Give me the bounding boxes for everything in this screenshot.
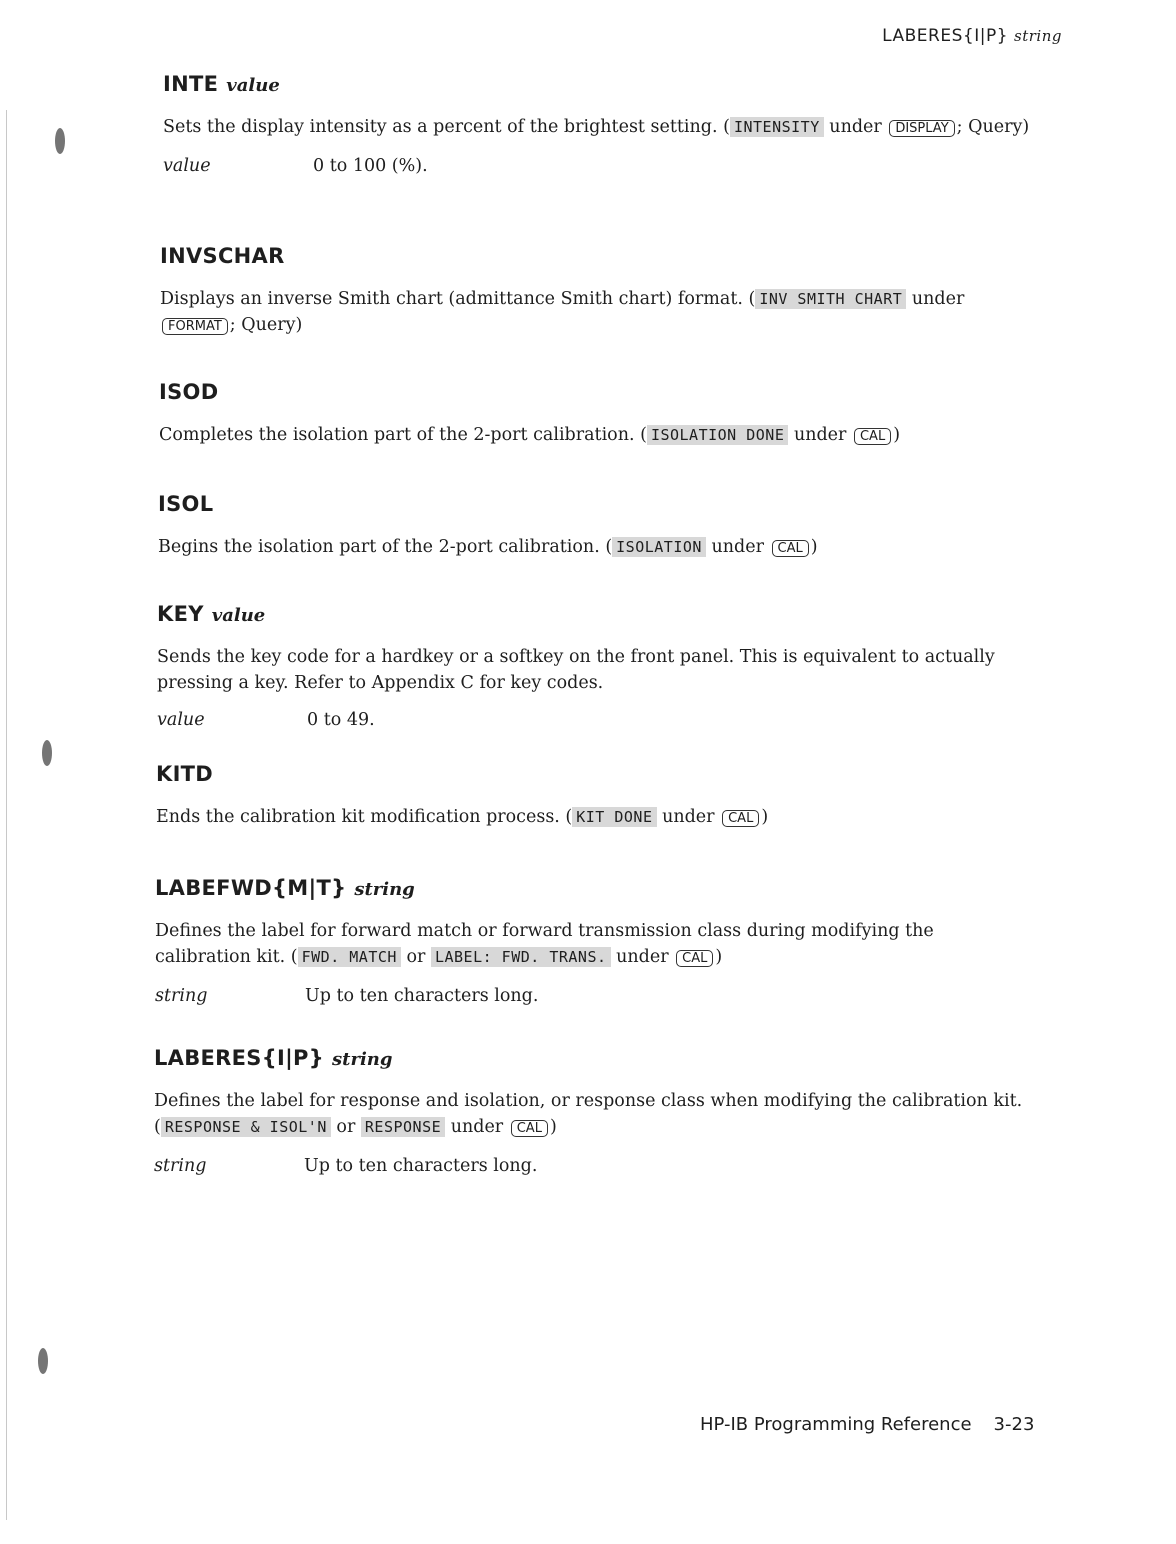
command-name <box>159 380 1176 404</box>
description-text: Defines the label for forward match or forward transmission class during modifying the calibration kit. ( <box>155 921 934 967</box>
command-description <box>157 644 1037 696</box>
description-text: under <box>610 947 675 967</box>
command-argument: string <box>332 1049 393 1070</box>
command-description <box>154 1088 1034 1142</box>
command-description <box>155 918 1035 972</box>
description-text: under <box>705 537 770 557</box>
command-name <box>155 876 1176 900</box>
description-text: Begins the isolation part of the 2-port calibration. ( <box>158 537 613 557</box>
hardkey-label: CAL <box>854 428 891 445</box>
parameter-row <box>155 986 1176 1006</box>
softkey-label: INV SMITH CHART <box>755 289 906 309</box>
command-mnemonic: KITD <box>156 762 214 786</box>
softkey-label: KIT DONE <box>572 807 656 827</box>
command-mnemonic: ISOL <box>158 492 214 516</box>
softkey-label: FWD. MATCH <box>298 947 401 967</box>
description-text: under <box>906 289 965 309</box>
parameter-name: string <box>154 1156 207 1176</box>
command-description <box>160 286 1040 340</box>
command-description <box>159 422 1039 450</box>
command-mnemonic: INVSCHAR <box>160 244 285 268</box>
parameter-name: value <box>163 156 211 176</box>
command-name <box>160 244 1176 268</box>
page-footer <box>700 1414 1034 1435</box>
description-text: ) <box>893 425 901 445</box>
description-text: or <box>330 1117 361 1137</box>
running-head-command: LABERES{I|P} <box>882 26 1009 46</box>
hardkey-label: FORMAT <box>162 318 228 335</box>
command-mnemonic: KEY <box>157 602 204 626</box>
parameter-range: 0 to 49. <box>307 710 375 730</box>
command-name <box>154 1046 1176 1070</box>
description-text: ) <box>810 537 818 557</box>
description-text: ) <box>761 807 769 827</box>
command-entry <box>0 244 1176 340</box>
parameter-name: value <box>157 710 205 730</box>
command-entry <box>0 602 1176 730</box>
softkey-label: RESPONSE & ISOL'N <box>161 1117 331 1137</box>
command-entry <box>0 762 1176 832</box>
command-mnemonic: LABERES{I|P} <box>154 1046 325 1070</box>
parameter-name: string <box>155 986 208 1006</box>
command-argument: value <box>226 75 280 96</box>
hardkey-label: CAL <box>511 1120 548 1137</box>
command-name <box>157 602 1176 626</box>
description-text: Displays an inverse Smith chart (admittance Smith chart) format. ( <box>160 289 756 309</box>
footer-title: HP-IB Programming Reference <box>700 1414 972 1435</box>
description-text: ) <box>549 1117 557 1137</box>
hardkey-label: CAL <box>772 540 809 557</box>
description-text: under <box>823 117 888 137</box>
description-text: ; Query) <box>229 315 303 335</box>
description-text: under <box>788 425 852 445</box>
running-head-arg: string <box>1014 27 1062 45</box>
command-mnemonic: ISOD <box>159 380 219 404</box>
softkey-label: LABEL: FWD. TRANS. <box>431 947 611 967</box>
parameter-row <box>157 710 1176 730</box>
command-entry <box>0 1046 1176 1176</box>
running-head <box>882 26 1062 46</box>
command-entry <box>0 72 1176 176</box>
command-name <box>163 72 1176 96</box>
description-text: under <box>656 807 721 827</box>
parameter-range: 0 to 100 (%). <box>313 156 428 176</box>
description-text: Completes the isolation part of the 2-port calibration. ( <box>159 425 647 445</box>
description-text: or <box>400 947 431 967</box>
parameter-range: Up to ten characters long. <box>304 1156 538 1176</box>
hardkey-label: DISPLAY <box>889 120 954 137</box>
parameter-row <box>154 1156 1176 1176</box>
command-entry <box>0 492 1176 562</box>
softkey-label: ISOLATION DONE <box>647 425 788 445</box>
binder-hole-mark <box>38 1348 48 1374</box>
hardkey-label: CAL <box>722 810 759 827</box>
description-text: Defines the label for response and isolation, or response class when modifying the calibration kit. ( <box>154 1091 1023 1137</box>
page-number: 3-23 <box>993 1414 1035 1435</box>
description-text: ) <box>715 947 723 967</box>
command-mnemonic: LABEFWD{M|T} <box>155 876 347 900</box>
command-description <box>163 114 1043 142</box>
command-name <box>158 492 1176 516</box>
description-text: under <box>445 1117 509 1137</box>
softkey-label: INTENSITY <box>730 117 824 137</box>
command-mnemonic: INTE <box>163 72 219 96</box>
command-entry <box>0 380 1176 450</box>
command-description <box>158 534 1038 562</box>
description-text: ; Query) <box>956 117 1030 137</box>
softkey-label: RESPONSE <box>361 1117 445 1137</box>
description-text: Ends the calibration kit modification process. ( <box>156 807 573 827</box>
command-name <box>156 762 1176 786</box>
command-description <box>156 804 1036 832</box>
hardkey-label: CAL <box>676 950 713 967</box>
command-entry <box>0 876 1176 1006</box>
description-text: Sends the key code for a hardkey or a softkey on the front panel. This is equivalent to actually pressing a key. Refer to Appendix C for key codes. <box>157 647 995 693</box>
command-argument: string <box>354 879 415 900</box>
parameter-row <box>163 156 1176 176</box>
command-argument: value <box>211 605 266 626</box>
softkey-label: ISOLATION <box>612 537 706 557</box>
parameter-range: Up to ten characters long. <box>305 986 539 1006</box>
description-text: Sets the display intensity as a percent of the brightest setting. ( <box>163 117 730 137</box>
